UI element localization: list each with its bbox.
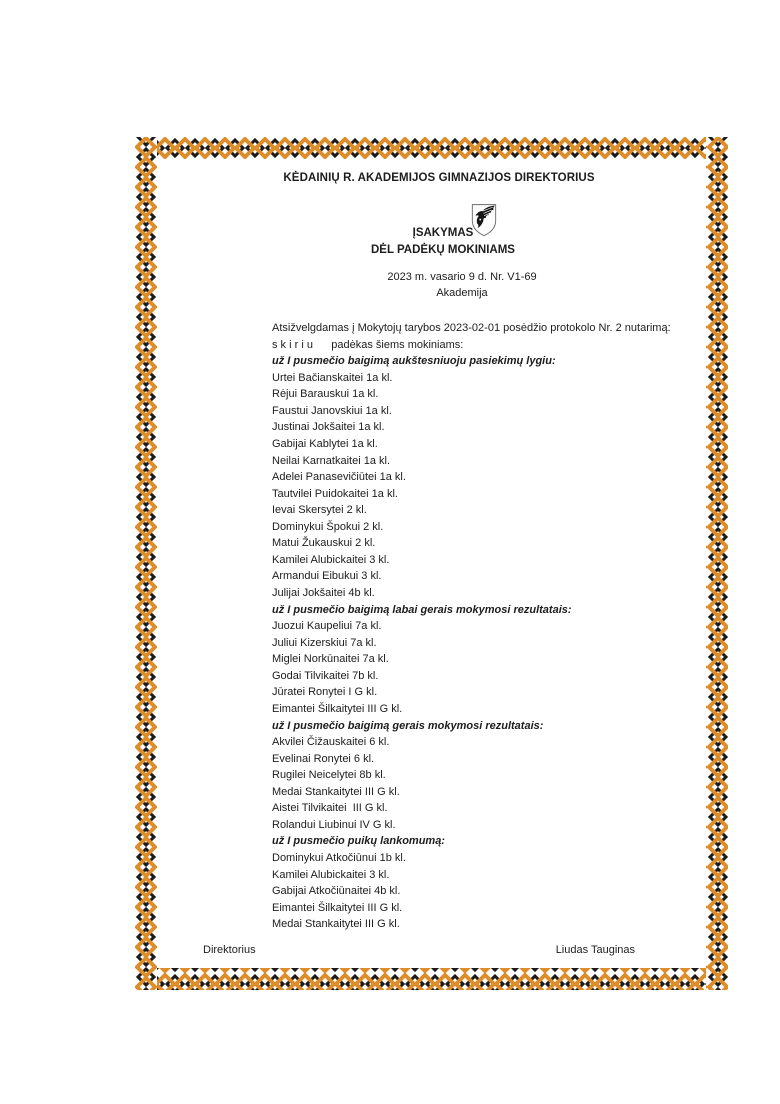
student-line: Matui Žukauskui 2 kl. <box>272 537 376 550</box>
section-heading: už I pusmečio puikų lankomumą: <box>272 835 445 848</box>
student-line: Godai Tilvikaitei 7b kl. <box>272 669 379 682</box>
student-line: Gabijai Atkočiūnaitei 4b kl. <box>272 885 401 898</box>
student-line: Faustui Janovskiui 1a kl. <box>272 404 392 417</box>
student-line: Kamilei Alubickaitei 3 kl. <box>272 868 390 881</box>
student-line: Justinai Jokšaitei 1a kl. <box>272 421 385 434</box>
student-line: Akvilei Čižauskaitei 6 kl. <box>272 736 390 749</box>
student-line: Dominykui Atkočiūnui 1b kl. <box>272 852 406 864</box>
student-line: Eimantei Šilkaitytei III G kl. <box>272 702 403 715</box>
section-heading: už I pusmečio baigimą gerais mokymosi rezultatais: <box>272 719 544 732</box>
student-line: Kamilei Alubickaitei 3 kl. <box>272 553 390 566</box>
student-line: Jūratei Ronytei I G kl. <box>272 686 378 699</box>
section-heading: už I pusmečio baigimą aukštesniuoju pasiekimų lygiu: <box>272 355 556 368</box>
document-content <box>157 159 706 968</box>
order-date-number: 2023 m. vasario 9 d. Nr. V1-69 <box>387 271 537 283</box>
student-line: Evelinai Ronytei 6 kl. <box>272 752 375 765</box>
student-line: Juozui Kaupeliui 7a kl. <box>272 620 382 633</box>
section-heading: už I pusmečio baigimą labai gerais mokymosi rezultatais: <box>272 603 572 616</box>
student-line: Rėjui Barauskui 1a kl. <box>272 388 379 401</box>
order-subject: DĖL PADĖKŲ MOKINIAMS <box>371 244 515 256</box>
student-line: Adelei Panasevičiūtei 1a kl. <box>272 471 406 484</box>
student-line: Medai Stankaitytei III G kl. <box>272 918 400 931</box>
signature-role: Direktorius <box>203 944 256 956</box>
student-line: Aistei Tilvikaitei III G kl. <box>272 802 388 815</box>
student-line: Julijai Jokšaitei 4b kl. <box>272 587 375 599</box>
student-line: Neilai Karnatkaitei 1a kl. <box>272 454 391 467</box>
student-line: Dominykui Špokui 2 kl. <box>272 520 384 533</box>
student-line: Rugilei Neicelytei 8b kl. <box>272 769 386 782</box>
decorative-frame <box>135 137 728 990</box>
signature-name: Liudas Tauginas <box>555 944 635 956</box>
intro-line: Atsižvelgdamas į Mokytojų tarybos 2023-02-01 posėdžio protokolo Nr. 2 nutarimą: <box>272 322 671 334</box>
student-line: Eimantei Šilkaitytei III G kl. <box>272 901 403 914</box>
student-line: Miglei Norkūnaitei 7a kl. <box>272 653 389 666</box>
student-line: Armandui Eibukui 3 kl. <box>272 570 382 583</box>
student-line: Ievai Skersytei 2 kl. <box>272 504 367 517</box>
body-lines <box>272 320 706 933</box>
student-line: Medai Stankaitytei III G kl. <box>272 785 400 798</box>
document-title: KĖDAINIŲ R. AKADEMIJOS GIMNAZIJOS DIREKTORIUS <box>283 172 595 184</box>
order-heading: ĮSAKYMAS <box>412 227 474 239</box>
order-place: Akademija <box>436 287 488 299</box>
student-line: Gabijai Kablytei 1a kl. <box>272 437 378 450</box>
student-line: Urtei Bačianskaitei 1a kl. <box>272 371 393 384</box>
student-line: Tautvilei Puidokaitei 1a kl. <box>272 487 398 500</box>
student-line: Rolandui Liubinui IV G kl. <box>272 818 396 831</box>
intro-line: s k i r i u padėkas šiems mokiniams: <box>272 338 464 351</box>
student-line: Juliui Kizerskiui 7a kl. <box>272 636 377 649</box>
